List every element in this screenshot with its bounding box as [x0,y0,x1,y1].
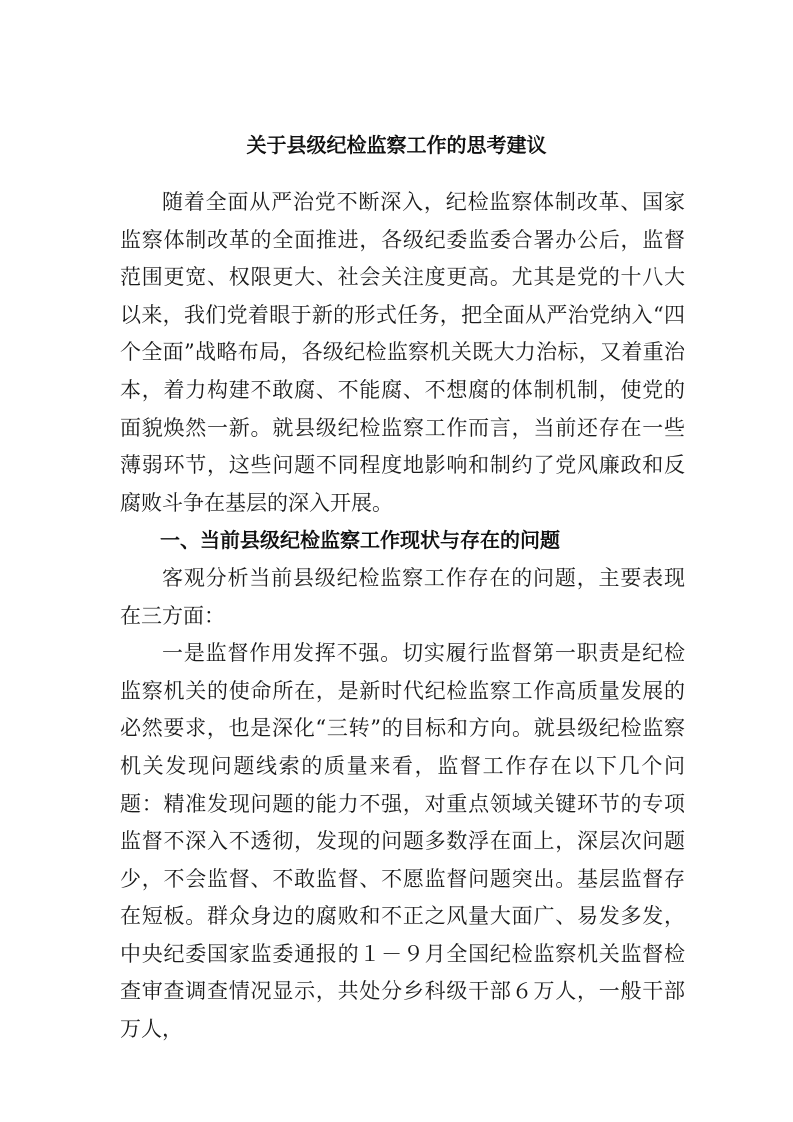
intro-paragraph: 随着全面从严治党不断深入，纪检监察体制改革、国家监察体制改革的全面推进，各级纪委监委合署办公后，监督范围更宽、权限更大、社会关注度更高。尤其是党的十八大以来，我们党着眼于新的形式任务，把全面从严治党纳入“四个全面”战略布局，各级纪检监察机关既大力治标，又着重治本，着力构建不敢腐、不能腐、不想腐的体制机制，使党的面貌焕然一新。就县级纪检监察工作而言，当前还存在一些薄弱环节，这些问题不同程度地影响和制约了党风廉政和反腐败斗争在基层的深入开展。 [120,190,685,515]
analysis-paragraph: 客观分析当前县级纪检监察工作存在的问题，主要表现在三方面： [120,565,685,628]
supervision-paragraph: 一是监督作用发挥不强。切实履行监督第一职责是纪检监察机关的使命所在，是新时代纪检监察工作高质量发展的必然要求，也是深化“三转”的目标和方向。就县级纪检监察机关发现问题线索的质量来看，监督工作存在以下几个问题：精准发现问题的能力不强，对重点领域关键环节的专项监督不深入不透彻，发现的问题多数浮在面上，深层次问题少，不会监督、不敢监督、不愿监督问题突出。基层监督存在短板。群众身边的腐败和不正之风量大面广、易发多发，中央纪委国家监委通报的１－９月全国纪检监察机关监督检查审查调查情况显示，共处分乡科级干部６万人，一般干部万人， [120,641,685,1042]
section-heading: 一、当前县级纪检监察工作现状与存在的问题 [160,528,560,553]
document-title: 关于县级纪检监察工作的思考建议 [246,133,547,157]
document-body [120,184,685,1049]
